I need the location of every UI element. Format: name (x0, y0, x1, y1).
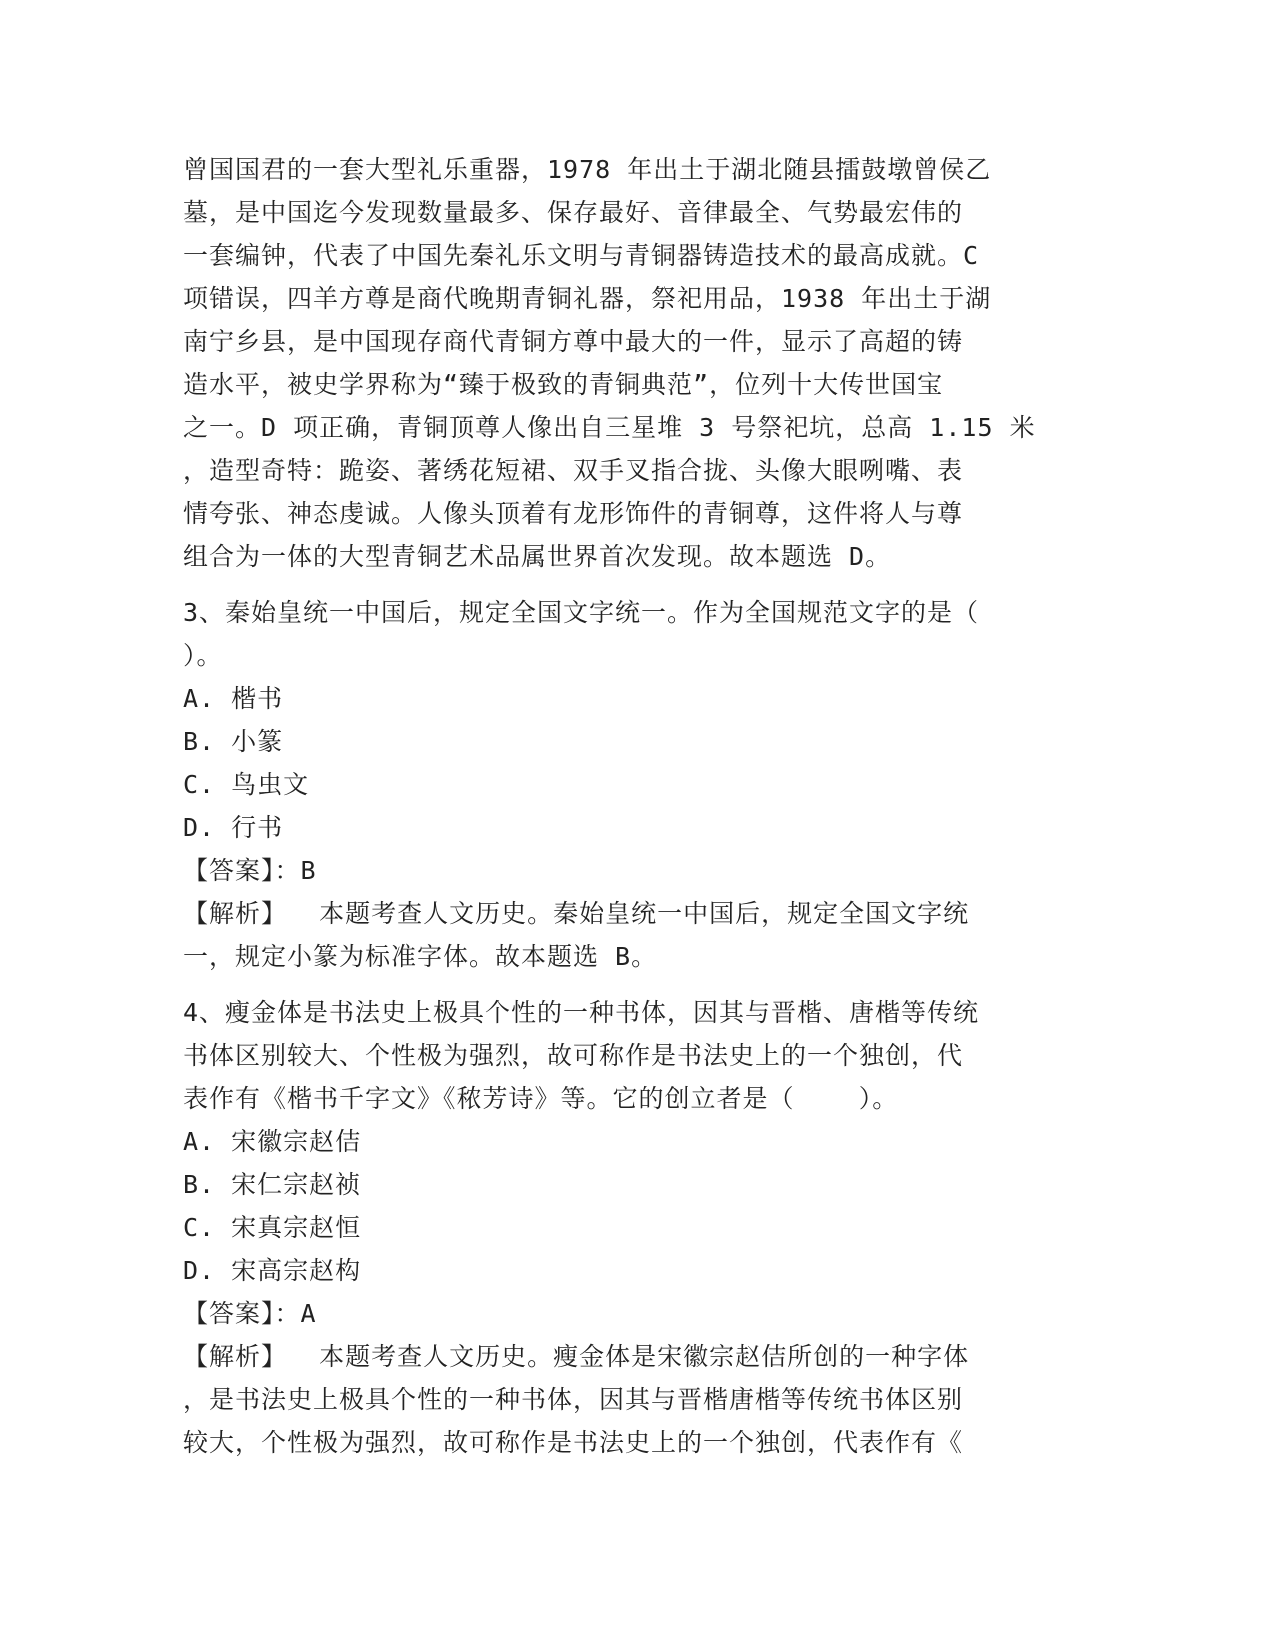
text-line: 之一。D 项正确，青铜顶尊人像出自三星堆 3 号祭祀坑，总高 1.15 米 (183, 413, 1036, 442)
text-line: 造水平，被史学界称为“臻于极致的青铜典范”，位列十大传世国宝 (183, 370, 944, 399)
text-line: 曾国国君的一套大型礼乐重器，1978 年出土于湖北随县擂鼓墩曾侯乙 (183, 155, 992, 184)
text-line: 墓，是中国迄今发现数量最多、保存最好、音律最全、气势最宏伟的 (183, 198, 964, 227)
option-b: B. 宋仁宗赵祯 (183, 1170, 362, 1199)
question-stem: 书体区别较大、个性极为强烈，故可称作是书法史上的一个独创，代 (183, 1041, 964, 1070)
option-c: C. 宋真宗赵恒 (183, 1213, 362, 1242)
option-d: D. 宋高宗赵构 (183, 1256, 362, 1285)
text-line: 项错误，四羊方尊是商代晚期青铜礼器，祭祀用品，1938 年出土于湖 (183, 284, 992, 313)
question-stem: 表作有《楷书千字文》《秾芳诗》等。它的创立者是（ ）。 (183, 1084, 899, 1113)
text-line: 组合为一体的大型青铜艺术品属世界首次发现。故本题选 D。 (183, 542, 892, 571)
text-line: 情夸张、神态虔诚。人像头顶着有龙形饰件的青铜尊，这件将人与尊 (183, 499, 964, 528)
text-line: 南宁乡县，是中国现存商代青铜方尊中最大的一件，显示了高超的铸 (183, 327, 964, 356)
spacer (183, 978, 1083, 991)
analysis: 【解析】 本题考查人文历史。秦始皇统一中国后，规定全国文字统 (183, 899, 970, 928)
option-d: D. 行书 (183, 813, 284, 842)
question-stem: ）。 (183, 641, 223, 670)
analysis: 较大，个性极为强烈，故可称作是书法史上的一个独创，代表作有《 (183, 1428, 964, 1457)
answer: 【答案】：A (183, 1299, 317, 1328)
spacer (183, 578, 1083, 591)
passage-continuation (183, 148, 1083, 578)
text-line: 一套编钟，代表了中国先秦礼乐文明与青铜器铸造技术的最高成就。C (183, 241, 980, 270)
document-page (183, 148, 1083, 1464)
option-a: A. 楷书 (183, 684, 284, 713)
option-c: C. 鸟虫文 (183, 770, 310, 799)
question-stem: 4、瘦金体是书法史上极具个性的一种书体，因其与晋楷、唐楷等传统 (183, 998, 980, 1027)
analysis: ，是书法史上极具个性的一种书体，因其与晋楷唐楷等传统书体区别 (183, 1385, 964, 1414)
question-4 (183, 991, 1083, 1464)
question-stem: 3、秦始皇统一中国后，规定全国文字统一。作为全国规范文字的是（ (183, 598, 980, 627)
analysis: 一，规定小篆为标准字体。故本题选 B。 (183, 942, 658, 971)
text-line: ，造型奇特：跪姿、著绣花短裙、双手叉指合拢、头像大眼咧嘴、表 (183, 456, 964, 485)
question-3 (183, 591, 1083, 978)
option-a: A. 宋徽宗赵佶 (183, 1127, 362, 1156)
answer: 【答案】：B (183, 856, 317, 885)
option-b: B. 小篆 (183, 727, 284, 756)
analysis: 【解析】 本题考查人文历史。瘦金体是宋徽宗赵佶所创的一种字体 (183, 1342, 970, 1371)
